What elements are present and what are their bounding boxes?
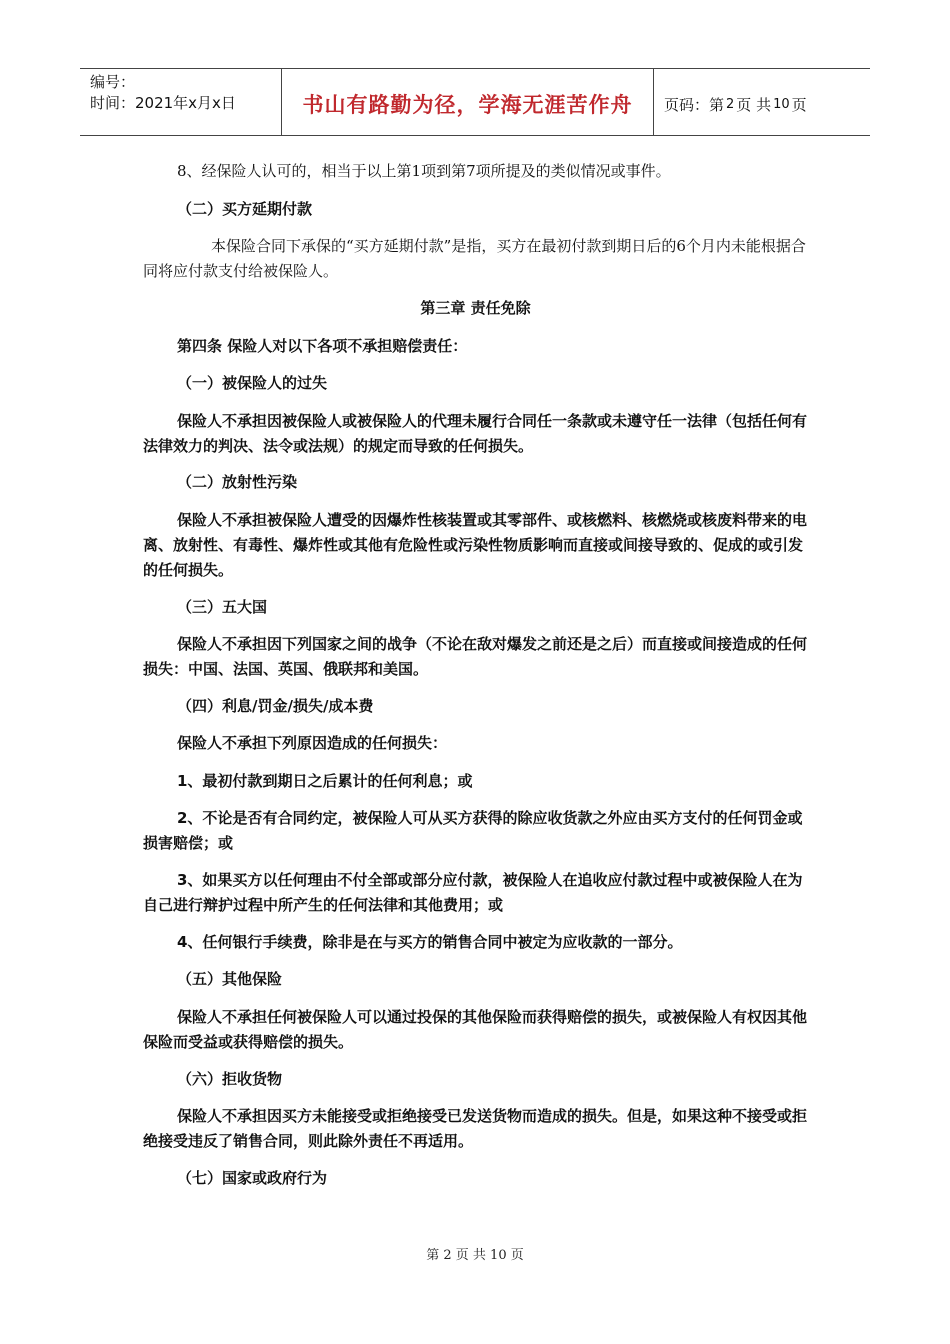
section-heading-radiation: （二）放射性污染	[177, 473, 298, 491]
section-heading-delay: （二）买方延期付款	[177, 200, 313, 218]
section-heading-interest: （四）利息/罚金/损失/成本费	[177, 697, 374, 715]
chapter-title: 第三章 责任免除	[420, 299, 531, 317]
section-heading-five-powers: （三）五大国	[177, 598, 268, 616]
paragraph-radiation: 保险人不承担被保险人遭受的因爆炸性核装置或其零部件、或核燃料、核燃烧或核废料带来的电离、放射性、有毒性、爆炸性或其他有危险性或污染性物质影响而直接或间接导致的、促成的或引发的任何损失。	[143, 511, 808, 579]
page-footer: 第 2 页 共 10 页	[426, 1248, 524, 1263]
paragraph-five-powers: 保险人不承担因下列国家之间的战争（不论在敌对爆发之前还是之后）而直接或间接造成的任何损失：中国、法国、英国、俄联邦和美国。	[143, 635, 808, 678]
paragraph-delay-def: 本保险合同下承保的“买方延期付款”是指，买方在最初付款到期日后的6个月内未能根据合同将应付款支付给被保险人。	[143, 237, 806, 280]
article-four: 第四条 保险人对以下各项不承担赔偿责任：	[177, 337, 468, 355]
list-item-1: 1、最初付款到期日之后累计的任何利息；或	[177, 772, 473, 790]
list-item-2: 2、不论是否有合同约定，被保险人可从买方获得的除应收货款之外应由买方支付的任何罚金或损害赔偿；或	[143, 809, 803, 852]
paragraph-other-insurance: 保险人不承担任何被保险人可以通过投保的其他保险而获得赔偿的损失，或被保险人有权因其他保险而受益或获得赔偿的损失。	[143, 1008, 808, 1051]
page-mid: 页 共	[736, 95, 772, 114]
paragraph-item-8: 8、经保险人认可的，相当于以上第1项到第7项所提及的类似情况或事件。	[177, 162, 671, 180]
section-heading-rejection: （六）拒收货物	[177, 1070, 283, 1088]
section-heading-other-insurance: （五）其他保险	[177, 970, 283, 988]
paragraph-rejection: 保险人不承担因买方未能接受或拒绝接受已发送货物而造成的损失。但是，如果这种不接受或拒绝接受违反了销售合同，则此除外责任不再适用。	[143, 1107, 808, 1150]
header-table	[80, 68, 870, 136]
section-heading-government: （七）国家或政府行为	[177, 1169, 328, 1187]
page-suffix: 页	[791, 95, 807, 114]
header-page-cell	[654, 69, 870, 135]
list-item-4: 4、任何银行手续费，除非是在与买方的销售合同中被定为应收款的一部分。	[177, 933, 683, 951]
header-left-cell	[80, 69, 282, 135]
header-motto-cell	[282, 69, 654, 135]
section-heading-negligence: （一）被保险人的过失	[177, 374, 328, 392]
paragraph-interest-intro: 保险人不承担下列原因造成的任何损失：	[177, 734, 448, 752]
number-label: 编号：	[90, 73, 136, 91]
time-label: 时间：2021年x月x日	[90, 94, 236, 112]
paragraph-negligence: 保险人不承担因被保险人或被保险人的代理未履行合同任一条款或未遵守任一法律（包括任何有法律效力的判决、法令或法规）的规定而导致的任何损失。	[143, 412, 808, 455]
page-prefix: 页码：第	[664, 95, 725, 114]
page-total: 10	[773, 96, 790, 112]
list-item-3: 3、如果买方以任何理由不付全部或部分应付款，被保险人在追收应付款过程中或被保险人在为自己进行辩护过程中所产生的任何法律和其他费用；或	[143, 871, 803, 914]
motto-text: 书山有路勤为径，学海无涯苦作舟	[302, 93, 633, 117]
page-number: 2	[726, 96, 735, 112]
